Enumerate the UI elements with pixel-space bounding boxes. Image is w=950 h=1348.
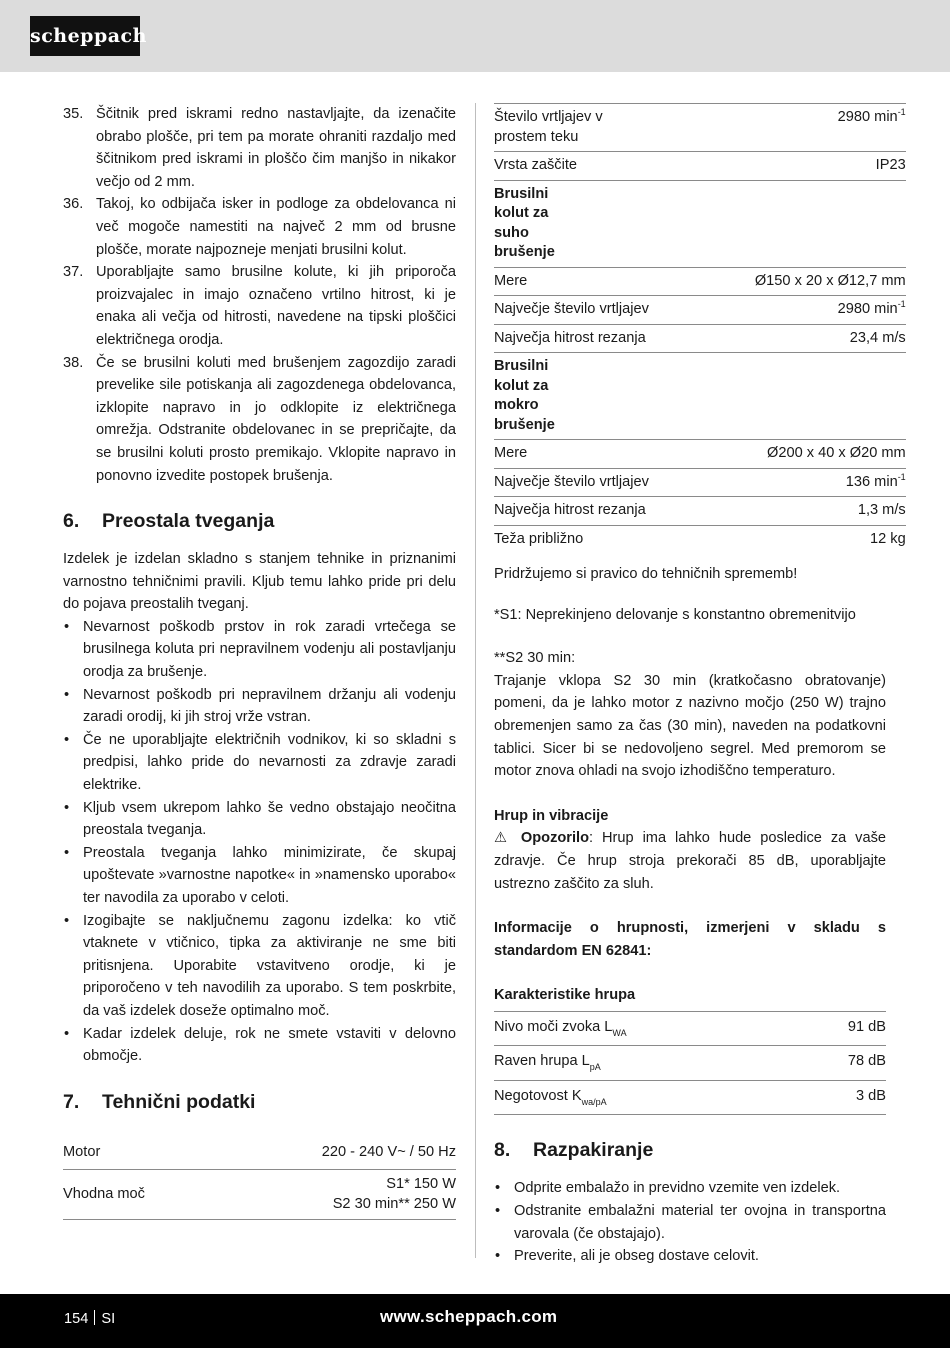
bullet-icon: • (495, 1248, 501, 1265)
bullet-icon: • (64, 1025, 70, 1042)
row-value (755, 468, 906, 497)
list-item (63, 910, 456, 1023)
list-item (63, 261, 456, 351)
row-label: Število vrtljajev v prostem teku (494, 104, 755, 152)
subheader-label: Brusilni kolut za suho brušenje (494, 180, 755, 267)
value-text: 2980 min (837, 109, 898, 125)
item-number: 38. (63, 354, 84, 371)
item-text: Odstranite embalažni material ter ovojna in transportna varovala (če obstajajo). (514, 1203, 886, 1242)
list-item (63, 797, 456, 842)
page-separator (94, 1310, 95, 1325)
list-item (494, 1200, 886, 1245)
label-subscript: WA (612, 1027, 627, 1038)
label-subscript: pA (589, 1062, 601, 1073)
section-number: 7. (63, 1090, 80, 1113)
residual-risks-intro: Izdelek je izdelan skladno s stanjem tehnike in priznanimi varnostno tehničnimi pravili. Kljub temu lahko pride pri delu do pojava preostalih tveganj. (63, 551, 456, 613)
footer-bar (0, 1294, 950, 1348)
section-heading-7 (63, 1089, 456, 1115)
item-text: Nevarnost poškodb pri nepravilnem držanju ali vodenju zaradi orodij, ki jih stroj vrže vstran. (83, 686, 456, 726)
row-value (212, 1170, 456, 1220)
value-line-s1: S1* 150 W (386, 1176, 456, 1193)
warning-label: Opozorilo (520, 830, 590, 847)
list-item (63, 684, 456, 729)
noise-table (494, 1011, 886, 1116)
noise-characteristics-title: Karakteristike hrupa (494, 987, 636, 1004)
s2-title: **S2 30 min: (494, 650, 576, 667)
row-value: Ø150 x 20 x Ø12,7 mm (755, 267, 906, 296)
item-text: Preverite, ali je obseg dostave celovit. (514, 1248, 759, 1265)
s2-text: Trajanje vklopa S2 30 min (kratkočasno obratovanje) pomeni, da je lahko motor z nazivno močjo (250 W) trajno obremenjen samo za čas (30 min), naveden na podatkovni tablici. Sicer bi se nedovoljeno segrel. Med premorom se motor znova ohladi na svojo izhodiščno temperaturo. (494, 672, 886, 780)
item-text: Preostala tveganja lahko minimizirate, če skupaj upoštevate »varnostne napotke« in »namensko uporabo« ter navodila za uporabo v celoti. (83, 844, 456, 906)
row-label: Največja hitrost rezanja (494, 324, 755, 353)
row-label: Motor (63, 1135, 212, 1170)
bullet-icon: • (64, 912, 70, 929)
table-row (494, 267, 906, 296)
label-text: Nivo moči zvoka L (494, 1018, 613, 1035)
value-superscript: -1 (897, 471, 906, 482)
left-column (63, 103, 456, 1220)
section-title: Razpakiranje (533, 1139, 654, 1162)
label-text: Negotovost K (494, 1087, 582, 1104)
row-label: Vhodna moč (63, 1170, 212, 1220)
item-number: 35. (63, 106, 84, 122)
item-text: Ščitnik pred iskrami redno nastavljajte, da izenačite obrabo plošče, pri tem pa morate ohraniti razdaljo med ščitnikom pred iskrami in ploščo čim manjšo in nikakor večjo od 2 mm. (96, 106, 456, 190)
row-label (494, 1080, 798, 1115)
list-item (494, 1245, 886, 1268)
table-row (63, 1170, 456, 1220)
row-value: IP23 (755, 152, 906, 181)
list-item (63, 729, 456, 797)
label-subscript: wa/pA (581, 1096, 607, 1107)
row-value (755, 104, 906, 152)
item-text: Uporabljajte samo brusilne kolute, ki jih priporoča proizvajalec in imajo označeno vrtilno hitrost, ki je enaka ali večja od hitrosti, navedene na tipski ploščici električnega orodja. (96, 264, 456, 348)
row-label: Največje število vrtljajev (494, 468, 755, 497)
bullet-icon: • (495, 1203, 501, 1219)
table-row (494, 468, 906, 497)
subheader-label: Brusilni kolut za mokro brušenje (494, 353, 755, 440)
table-row (63, 1135, 456, 1170)
safety-instructions-list (63, 103, 456, 487)
reserve-note: Pridržujemo si pravico do tehničnih sprememb! (494, 566, 798, 582)
row-label (494, 1046, 798, 1081)
table-row (494, 152, 906, 181)
bullet-icon: • (64, 844, 70, 861)
table-row (494, 525, 906, 553)
row-label: Največje število vrtljajev (494, 296, 755, 325)
table-row (494, 1080, 886, 1115)
website-url: www.scheppach.com (380, 1307, 558, 1326)
row-value: 23,4 m/s (755, 324, 906, 353)
section-number: 8. (494, 1139, 511, 1162)
list-item (63, 616, 456, 684)
value-line-s2: S2 30 min** 250 W (332, 1195, 456, 1212)
page-number: 154 (64, 1311, 89, 1327)
section-heading-8 (494, 1137, 886, 1163)
value-superscript: -1 (897, 299, 906, 309)
noise-warning (494, 827, 886, 895)
row-value: 91 dB (798, 1011, 886, 1046)
row-value: 12 kg (870, 530, 906, 547)
item-number: 37. (63, 264, 84, 281)
header-bar (0, 0, 950, 72)
item-text: Takoj, ko odbijača isker in podloge za obdelovanca ni več mogoče namestiti na največ 2 mm od brusne plošče, morate najpozneje menjati brusilni kolut. (96, 196, 456, 258)
value-superscript: -1 (897, 107, 906, 117)
scheppach-logo: scheppach (30, 16, 140, 56)
row-label: Mere (494, 440, 755, 469)
row-label: Vrsta zaščite (494, 152, 755, 181)
residual-risks-list (63, 616, 456, 1068)
technical-data-table (63, 1135, 456, 1221)
section-title: Tehnični podatki (102, 1090, 256, 1113)
list-item (494, 1177, 886, 1200)
section-number: 6. (63, 510, 80, 533)
unpacking-list (494, 1177, 886, 1267)
row-label: Največja hitrost rezanja (494, 497, 755, 526)
row-value: Ø200 x 40 x Ø20 mm (755, 440, 906, 469)
section-title: Preostala tveganja (102, 510, 275, 533)
list-item (63, 103, 456, 193)
row-label (494, 1011, 798, 1046)
spec-table (494, 103, 906, 553)
item-text: Odprite embalažo in previdno vzemite ven izdelek. (514, 1180, 841, 1197)
row-label: Mere (494, 267, 755, 296)
table-row (494, 440, 906, 469)
list-item (63, 1023, 456, 1068)
noise-title: Hrup in vibracije (494, 807, 609, 824)
column-divider (475, 103, 476, 1258)
row-label: Teža približno (494, 530, 584, 547)
table-row (494, 104, 906, 152)
table-subheader (494, 180, 906, 267)
table-row (494, 497, 906, 526)
table-row (494, 296, 906, 325)
bullet-icon: • (495, 1180, 501, 1197)
list-item (63, 352, 456, 488)
page-info (64, 1308, 115, 1331)
item-text: Izogibajte se naključnemu zagonu izdelka: ko vtič vtaknete v vtičnico, tipka za aktiviranje ne sme biti pritisnjena. Uporabite vstavitveno orodje, ki je priporočeno v teh navodilih za uporabo. S tem poskrbite, da vaš izdelek doseže optimalno moč. (83, 912, 456, 1019)
row-value: 1,3 m/s (755, 497, 906, 526)
section-heading-6 (63, 508, 456, 534)
language-code: SI (101, 1311, 116, 1327)
list-item (63, 842, 456, 910)
warning-text: : Hrup ima lahko hude posledice za vaše zdravje. Če hrup stroja prekorači 85 dB, uporabljajte ustrezno zaščito za sluh. (494, 830, 886, 892)
value-text: 2980 min (837, 301, 898, 317)
row-value: 78 dB (798, 1046, 886, 1081)
item-text: Nevarnost poškodb prstov in rok zaradi vrtečega se brusilnega koluta pri nepravilnem vodenju ali postavljanju orodja za brušenje. (83, 618, 456, 681)
item-text: Kadar izdelek deluje, rok ne smete vstaviti v delovno območje. (83, 1025, 456, 1065)
table-row (494, 1011, 886, 1046)
s1-note: *S1: Neprekinjeno delovanje s konstantno obremenitvijo (494, 606, 856, 623)
bullet-icon: • (64, 799, 70, 816)
right-column (494, 103, 906, 1268)
table-row (494, 324, 906, 353)
label-text: Raven hrupa L (494, 1053, 590, 1070)
item-text: Če se brusilni koluti med brušenjem zagozdijo zaradi prevelike sile potiskanja ali zagozdenega obdelovanca, izklopite napravo in jo odklopite iz električnega omrežja. Odstranite obdelovanec in se prepričajte, da se brusilni koluti prosto premikajo. Vklopite napravo in ponovno izvedite postopek brušenja. (96, 354, 456, 484)
table-row (494, 1046, 886, 1081)
row-value: 220 - 240 V~ / 50 Hz (212, 1135, 456, 1170)
item-number: 36. (63, 196, 84, 213)
row-value (755, 296, 906, 325)
item-text: Če ne uporabljajte električnih vodnikov, ki so skladni s predpisi, lahko pride do nevarnosti za zdravje zaradi elektrike. (83, 731, 456, 794)
bullet-icon: • (64, 731, 70, 748)
bullet-icon: • (64, 618, 70, 635)
value-text: 136 min (845, 473, 898, 490)
list-item (63, 193, 456, 261)
noise-info: Informacije o hrupnosti, izmerjeni v skladu s standardom EN 62841: (494, 920, 886, 959)
warning-triangle-icon: ⚠ (494, 830, 512, 847)
item-text: Kljub vsem ukrepom lahko še vedno obstajajo neočitna preostala tveganja. (83, 799, 456, 839)
table-subheader (494, 353, 906, 440)
row-value: 3 dB (798, 1080, 886, 1115)
bullet-icon: • (64, 686, 70, 703)
